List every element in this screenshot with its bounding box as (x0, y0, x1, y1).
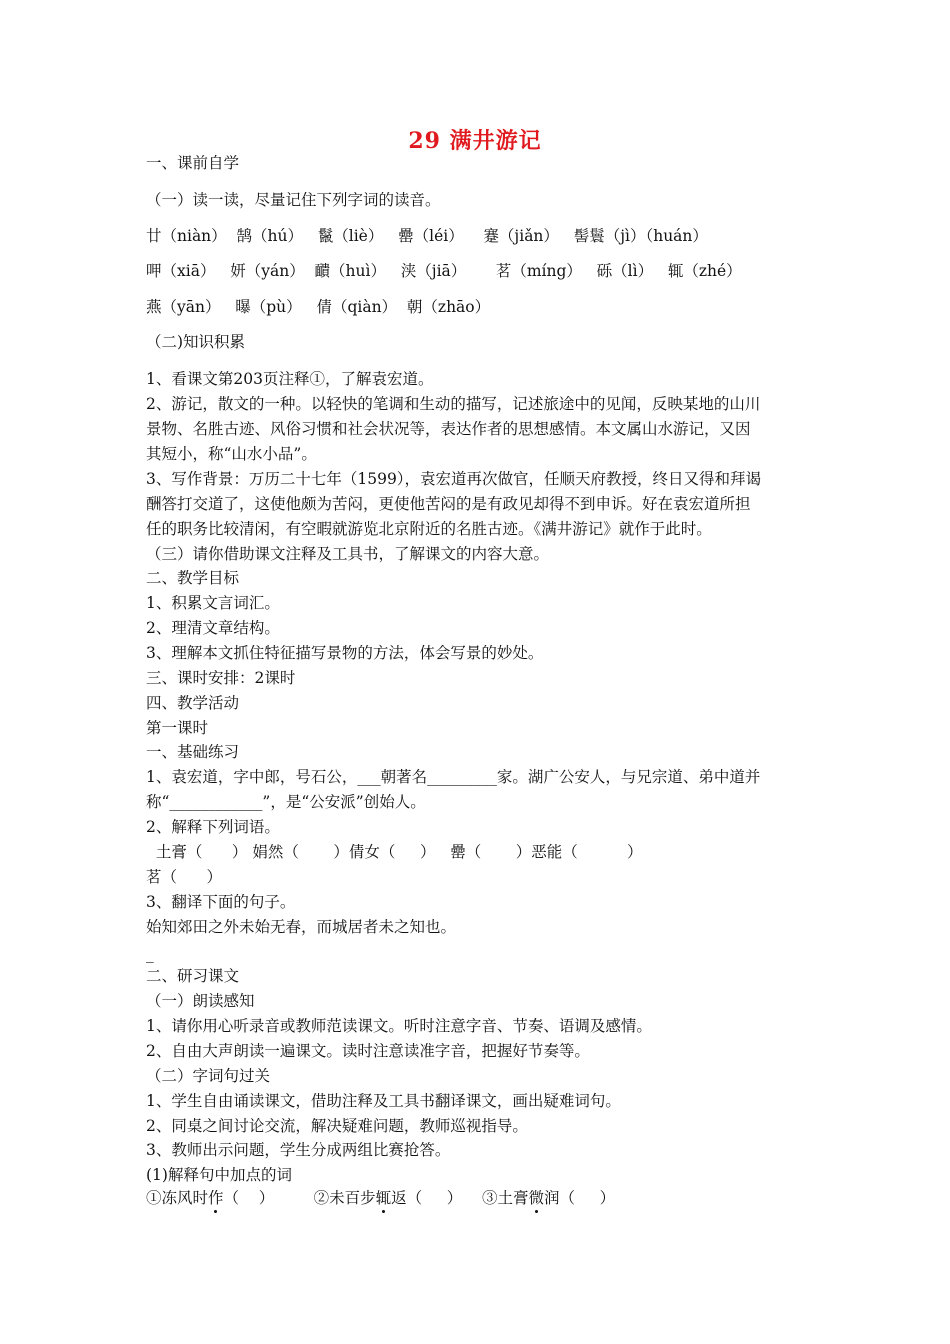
text-part: （ ） ②未百步 (223, 1189, 376, 1207)
paragraph-line: 3、写作背景：万历二十七年（1599），袁宏道再次做官，任顺天府教授，终日又得和拜谒 (146, 470, 762, 488)
paragraph-line: 1、看课文第203页注释①，了解袁宏道。 (146, 370, 434, 388)
list-item: 2、理清文章结构。 (146, 619, 280, 637)
paragraph-line: 酬答打交道了，这使他颇为苦闷，更使他苦闷的是有政见却得不到申诉。好在袁宏道所担 (146, 495, 751, 513)
subheading-words: （二）字词句过关 (146, 1067, 271, 1085)
sentence-line: 始知郊田之外未始无春，而城居者未之知也。 (146, 918, 457, 936)
list-item: 2、自由大声朗读一遍课文。读时注意读准字音，把握好节奏等。 (146, 1042, 590, 1060)
pinyin-row-1: 廿（niàn） 鹄（hú） 鬣（liè） 罍（léi） 蹇（jiǎn） 髻鬟（jì）（huán） (146, 227, 708, 245)
heading-activities: 四、教学活动 (146, 694, 240, 712)
underscore-mark: _ (146, 945, 154, 963)
paragraph-line: 其短小，称“山水小品”。 (146, 445, 317, 463)
dotted-char: 作 (208, 1189, 224, 1207)
list-item: 3、教师出示问题，学生分成两组比赛抢答。 (146, 1141, 451, 1159)
fill-blank-line: 茗（ ） (146, 868, 223, 886)
heading-first-lesson: 第一课时 (146, 719, 209, 737)
text-part: 润（ ） (544, 1189, 616, 1207)
pinyin-row-3: 燕（yān） 曝（pù） 倩（qiàn） 朝（zhāo） (146, 298, 491, 316)
dotted-words-line (146, 1188, 615, 1208)
text-part: ①冻风时 (146, 1189, 209, 1207)
subheading-read-aloud: （一）朗读感知 (146, 992, 255, 1010)
list-item: 2、同桌之间讨论交流，解决疑难问题，教师巡视指导。 (146, 1117, 528, 1135)
subheading-knowledge: （二)知识积累 (146, 333, 246, 351)
fill-blank-line: 土膏（ ） 娟然（ ）倩女（ ） 罍（ ）恶能（ ） (146, 843, 643, 861)
list-item: 2、解释下列词语。 (146, 818, 280, 836)
dotted-char: 微 (528, 1189, 545, 1207)
list-item: 3、翻译下面的句子。 (146, 893, 296, 911)
fill-blank-line: 称“____________”，是“公安派”创始人。 (146, 793, 426, 811)
paragraph-line: 任的职务比较清闲，有空暇就游览北京附近的名胜古迹。《满井游记》就作于此时。 (146, 520, 712, 538)
paragraph-line: （三）请你借助课文注释及工具书，了解课文的内容大意。 (146, 545, 550, 563)
list-item: 1、学生自由诵读课文，借助注释及工具书翻译课文，画出疑难词句。 (146, 1092, 621, 1110)
heading-teaching-goals: 二、教学目标 (146, 569, 240, 587)
fill-blank-line: 1、袁宏道，字中郎，号石公，___朝著名_________家。湖广公安人，与兄宗道、弟中道并 (146, 768, 761, 786)
list-item: 3、理解本文抓住特征描写景物的方法，体会写景的妙处。 (146, 644, 544, 662)
heading-study-text: 二、研习课文 (146, 967, 240, 985)
text-part: 返（ ） ③土膏 (391, 1189, 529, 1207)
heading-self-study: 一、课前自学 (146, 154, 240, 172)
paragraph-line: 景物、名胜古迹、风俗习惯和社会状况等，表达作者的思想感情。本文属山水游记，又因 (146, 420, 751, 438)
paragraph-line: 2、游记，散文的一种。以轻快的笔调和生动的描写，记述旅途中的见闻，反映某地的山川 (146, 395, 761, 413)
list-item: (1)解释句中加点的词 (146, 1166, 292, 1184)
subheading-reading: （一）读一读，尽量记住下列字词的读音。 (146, 191, 441, 209)
list-item: 1、积累文言词汇。 (146, 594, 280, 612)
pinyin-row-2: 呷（xiā） 妍（yán） 靧（huì） 浃（jiā） 茗（míng） 砾（lì） 辄（zhé） (146, 262, 742, 280)
heading-basic-practice: 一、基础练习 (146, 743, 240, 761)
list-item: 1、请你用心听录音或教师范读课文。听时注意字音、节奏、语调及感情。 (146, 1017, 652, 1035)
dotted-char: 辄 (375, 1189, 392, 1207)
document-title: 29 满井游记 (408, 128, 542, 154)
heading-schedule: 三、课时安排：2课时 (146, 669, 296, 687)
